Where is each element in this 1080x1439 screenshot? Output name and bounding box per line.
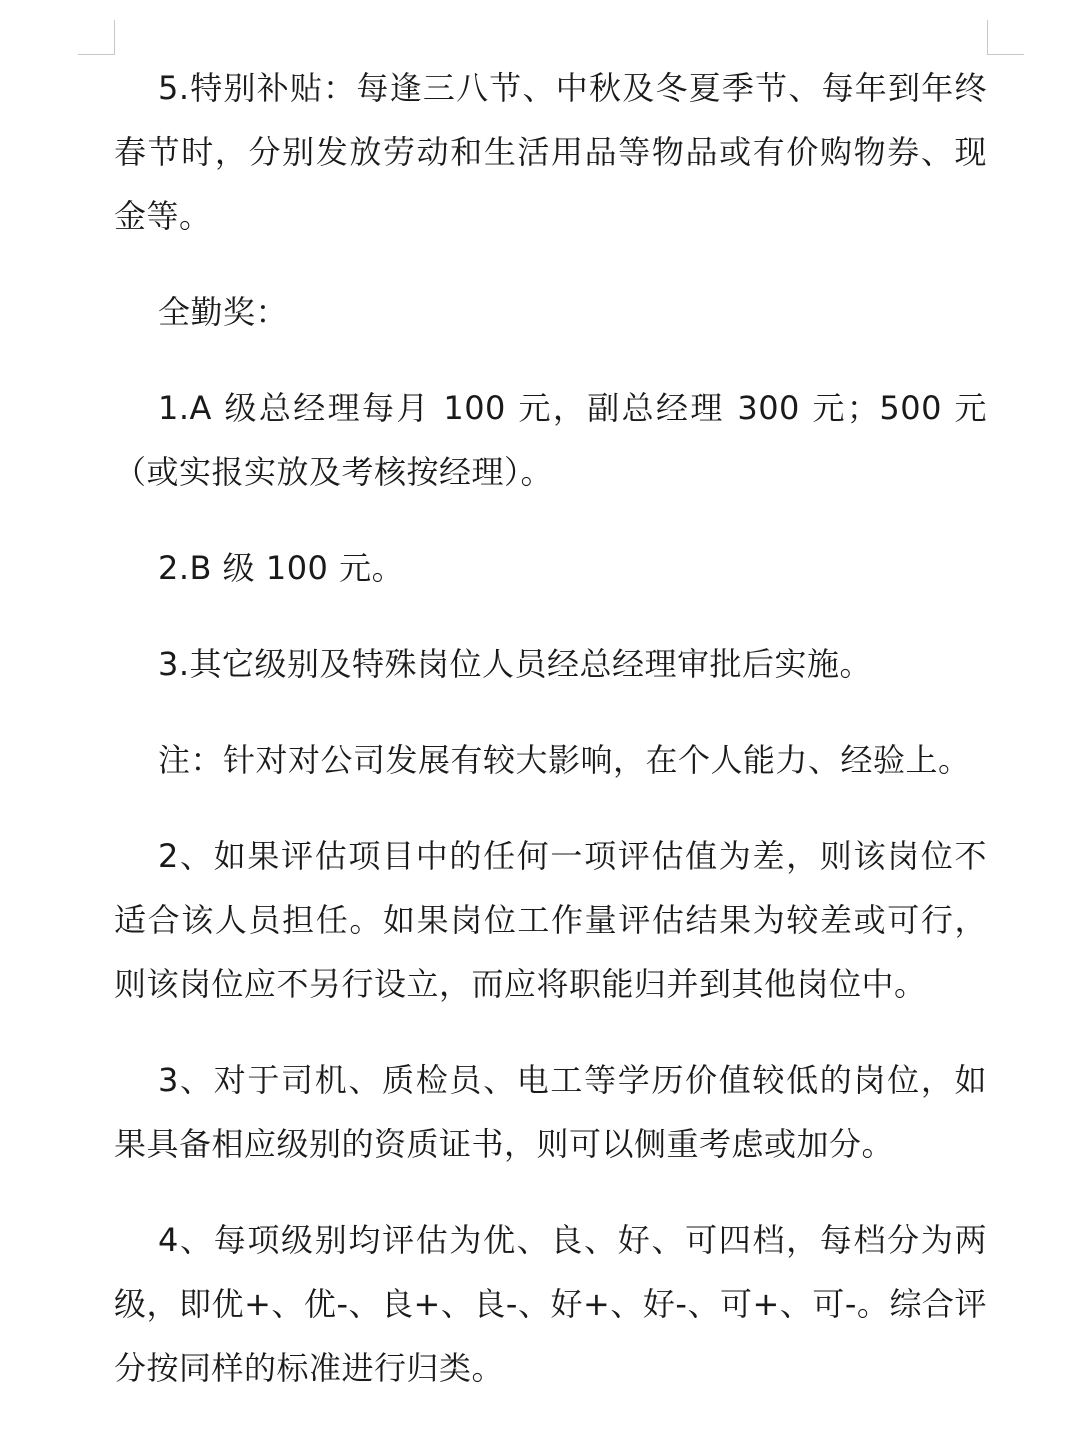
paragraph-evaluation-rule-2: 2、如果评估项目中的任何一项评估值为差，则该岗位不适合该人员担任。如果岗位工作量评估结果为较差或可行，则该岗位应不另行设立，而应将职能归并到其他岗位中。 — [114, 837, 987, 1003]
paragraph-note: 注：针对对公司发展有较大影响，在个人能力、经验上。 — [158, 741, 971, 779]
document-body — [114, 56, 987, 1400]
paragraph-other-levels: 3.其它级别及特殊岗位人员经总经理审批后实施。 — [158, 645, 873, 683]
paragraph-evaluation-rule-4: 4、每项级别均评估为优、良、好、可四档，每档分为两级，即优+、优-、良+、良-、好+、好-、可+、可-。综合评分按同样的标准进行归类。 — [114, 1221, 987, 1387]
paragraph-attendance-level-a: 1.A 级总经理每月 100 元，副总经理 300 元；500 元（或实报实放及考核按经理）。 — [114, 389, 987, 491]
paragraph-evaluation-rule-3: 3、对于司机、质检员、电工等学历价值较低的岗位，如果具备相应级别的资质证书，则可以侧重考虑或加分。 — [114, 1061, 987, 1163]
paragraph-special-subsidy: 5.特别补贴：每逢三八节、中秋及冬夏季节、每年到年终春节时，分别发放劳动和生活用品等物品或有价购物券、现金等。 — [114, 69, 987, 235]
paragraph-attendance-level-b: 2.B 级 100 元。 — [158, 549, 405, 587]
crop-mark-top-right — [987, 20, 1024, 55]
crop-mark-top-left — [78, 20, 115, 55]
paragraph-attendance-heading: 全勤奖： — [158, 293, 289, 331]
